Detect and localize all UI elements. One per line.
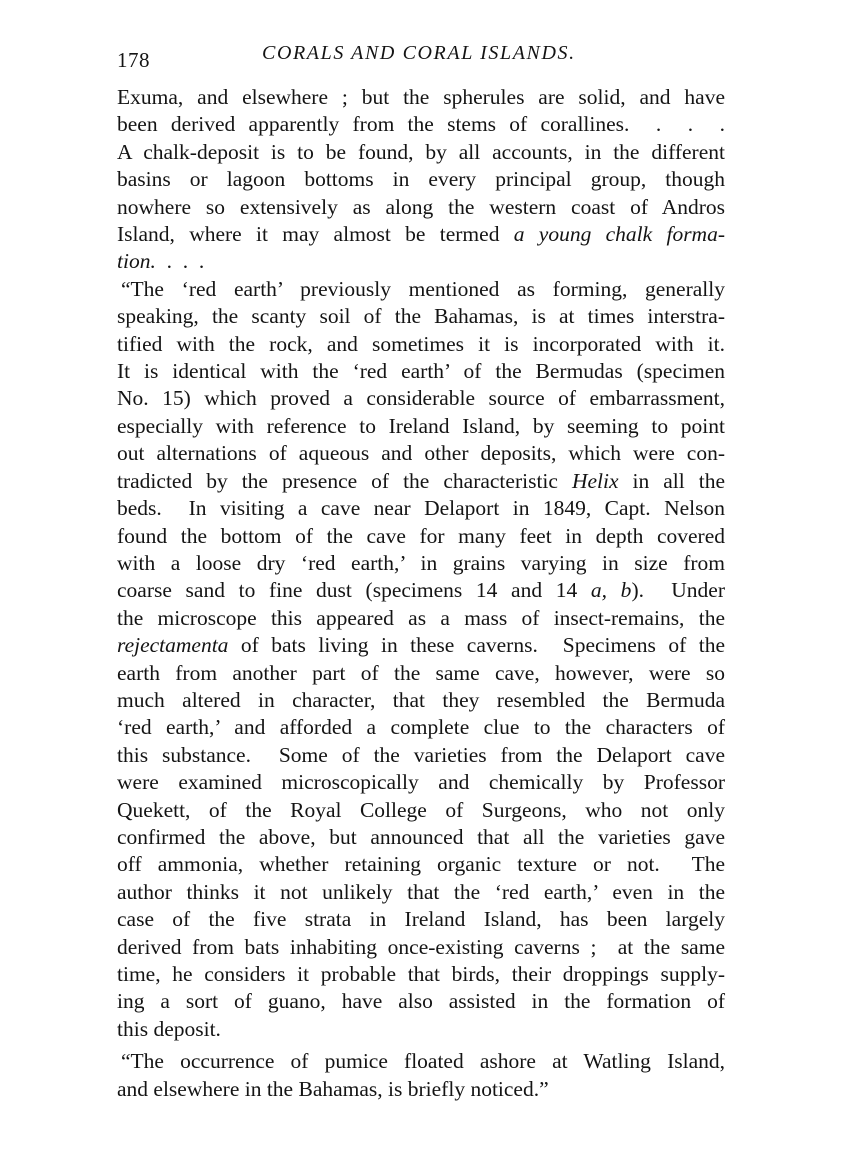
text-line [117, 495, 725, 522]
text-line [117, 660, 725, 687]
text-segment: author thinks it not unlikely that the ‘red earth,’ even in the [117, 879, 725, 904]
text-segment: off ammonia, whether retaining organic texture or not. The [117, 852, 725, 877]
text-segment: time, he considers it probable that birds, their droppings supply- [117, 962, 725, 986]
text-line [117, 961, 725, 988]
text-segment: earth from another part of the same cave, however, were so [117, 660, 725, 685]
text-line [117, 851, 725, 878]
text-segment: beds. In visiting a cave near Delaport in 1849, Capt. Nelson [117, 496, 725, 521]
text-line [117, 687, 725, 714]
running-head-title: CORALS AND CORAL ISLANDS. [262, 42, 576, 64]
text-line [117, 221, 725, 248]
body-text [117, 84, 725, 1103]
text-segment: this deposit. [117, 1016, 221, 1041]
italic-text: rejectamenta [117, 633, 229, 658]
text-line [117, 248, 725, 275]
italic-text: tion. [117, 249, 156, 274]
text-segment: case of the five strata in Ireland Island, has been largely [117, 907, 725, 932]
text-segment: in all the [618, 468, 725, 493]
text-line [117, 276, 725, 303]
text-line [117, 331, 725, 358]
text-segment: and elsewhere in the Bahamas, is briefly noticed.” [117, 1076, 549, 1101]
text-segment: nowhere so extensively as along the western coast of Andros [117, 194, 725, 219]
text-segment: A chalk-deposit is to be found, by all accounts, in the different [117, 139, 725, 164]
text-segment: were examined microscopically and chemically by Professor [117, 770, 725, 795]
running-head [117, 42, 725, 72]
text-line [117, 1048, 725, 1075]
text-line [117, 714, 725, 741]
text-line [117, 523, 725, 550]
text-segment: basins or lagoon bottoms in every principal group, though [117, 167, 725, 192]
text-line [117, 111, 725, 138]
text-line [117, 84, 725, 111]
text-segment: out alternations of aqueous and other deposits, which were con- [117, 441, 725, 466]
page-number: 178 [117, 48, 150, 72]
text-segment: ‘red earth,’ and afforded a complete clue to the characters of [117, 715, 725, 740]
text-segment: tradicted by the presence of the characteristic [117, 468, 572, 493]
text-line [117, 194, 725, 221]
text-segment: It is identical with the ‘red earth’ of the Bermudas (specimen [117, 359, 725, 384]
text-segment: especially with reference to Ireland Island, by seeming to point [117, 413, 725, 438]
text-line [117, 824, 725, 851]
text-segment: Exuma, and elsewhere ; but the spherules are solid, and have [117, 85, 725, 109]
text-line [117, 1016, 725, 1043]
text-segment: No. 15) which proved a considerable source of embarrassment, [117, 386, 725, 411]
italic-text: a young chalk forma- [513, 222, 725, 247]
text-line [117, 166, 725, 193]
text-segment: the microscope this appeared as a mass of insect-remains, the [117, 605, 725, 630]
text-line [117, 906, 725, 933]
text-segment: “The occurrence of pumice floated ashore at Watling Island, [121, 1049, 725, 1074]
text-line [117, 632, 725, 659]
text-line [117, 934, 725, 961]
text-segment: tified with the rock, and sometimes it is incorporated with it. [117, 331, 725, 356]
text-segment: Island, where it may almost be termed [117, 222, 514, 247]
text-segment: much altered in character, that they resembled the Bermuda [117, 687, 725, 712]
text-segment: this substance. Some of the varieties from the Delaport cave [117, 742, 725, 767]
text-line [117, 413, 725, 440]
text-segment: ing a sort of guano, have also assisted in the formation of [117, 989, 725, 1014]
italic-text: Helix [571, 468, 619, 493]
text-line [117, 577, 725, 604]
text-segment: ). Under [631, 578, 725, 603]
text-segment: confirmed the above, but announced that all the varieties gave [117, 824, 725, 849]
text-line [117, 303, 725, 330]
text-line [117, 1076, 725, 1103]
text-line [117, 769, 725, 796]
text-segment: found the bottom of the cave for many feet in depth covered [117, 523, 725, 548]
text-line [117, 550, 725, 577]
text-segment: coarse sand to fine dust (specimens 14 and 14 [117, 578, 591, 603]
text-line [117, 797, 725, 824]
text-segment: . . . [155, 249, 205, 274]
text-line [117, 468, 725, 495]
text-line [117, 440, 725, 467]
text-line [117, 879, 725, 906]
text-line [117, 358, 725, 385]
italic-text: a, b [590, 578, 632, 603]
text-line [117, 385, 725, 412]
text-segment: Quekett, of the Royal College of Surgeons, who not only [117, 797, 725, 822]
text-line [117, 605, 725, 632]
text-line [117, 742, 725, 769]
text-line [117, 988, 725, 1015]
text-segment: with a loose dry ‘red earth,’ in grains varying in size from [117, 550, 725, 575]
text-line [117, 139, 725, 166]
text-segment: derived from bats inhabiting once-existing caverns ; at the same [117, 934, 725, 959]
text-segment: “The ‘red earth’ previously mentioned as forming, generally [121, 276, 725, 301]
text-segment: of bats living in these caverns. Specimens of the [228, 633, 725, 658]
text-segment: speaking, the scanty soil of the Bahamas, is at times interstra- [117, 304, 725, 329]
text-segment: been derived apparently from the stems of corallines. . . . [117, 112, 725, 137]
